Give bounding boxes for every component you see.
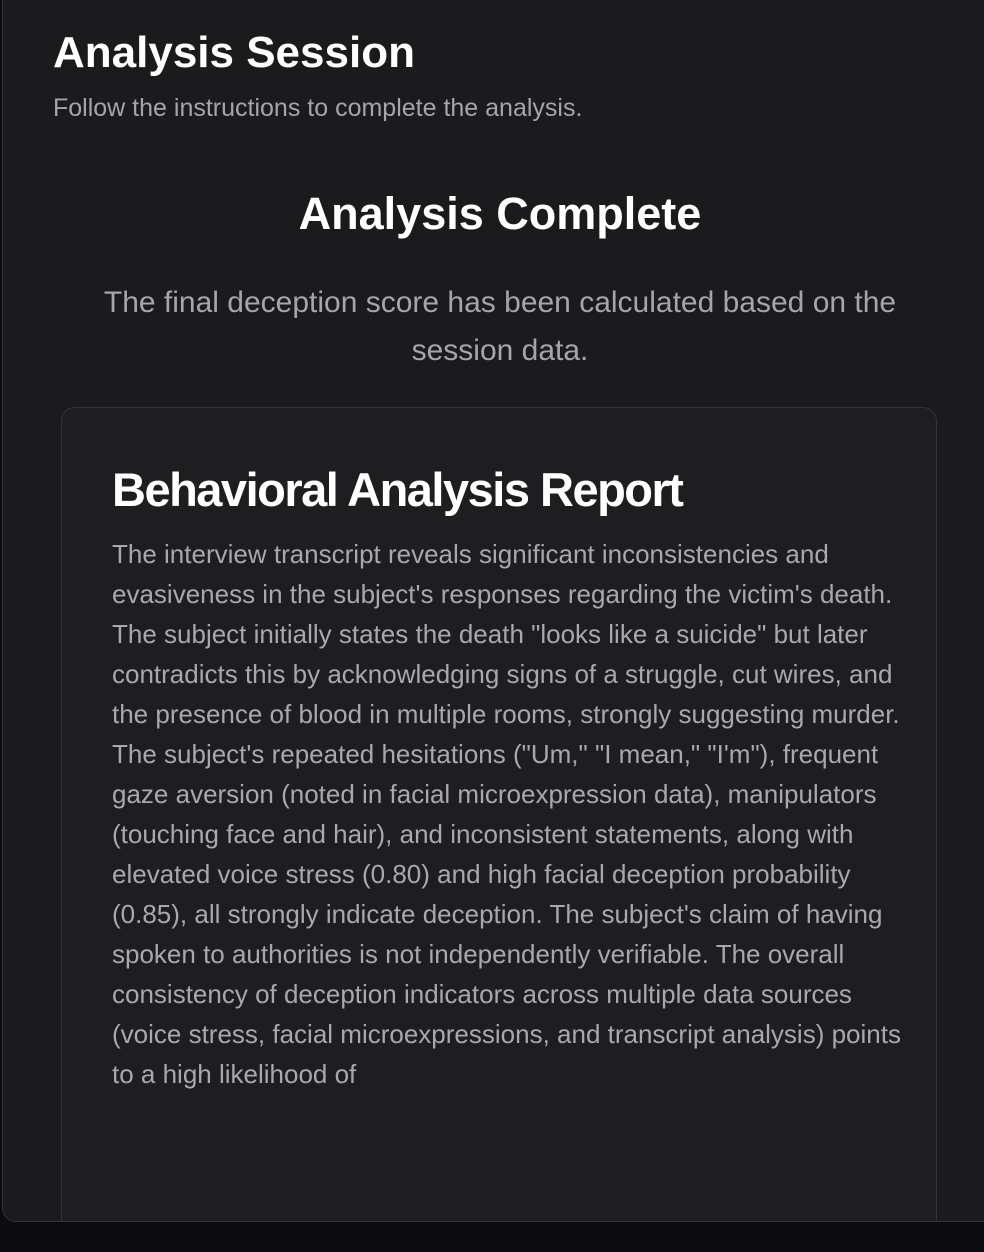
page-subtitle: Follow the instructions to complete the analysis. <box>53 94 583 122</box>
analysis-complete-heading: Analysis Complete <box>298 188 702 239</box>
report-body: The interview transcript reveals significant inconsistencies and evasiveness in the subject's responses regarding the victim's death. The subject initially states the death "looks like a suicide" but later contradicts this by acknowledging signs of a struggle, cut wires, and the presence of blood in multiple rooms, strongly suggesting murder. The subject's repeated hesitations ("Um," "I mean," "I'm"), frequent gaze aversion (noted in facial microexpression data), manipulators (touching face and hair), and inconsistent statements, along with elevated voice stress (0.80) and high facial deception probability (0.85), all strongly indicate deception. The subject's claim of having spoken to authorities is not independently verifiable. The overall consistency of deception indicators across multiple data sources (voice stress, facial microexpressions, and transcript analysis) points to a high likelihood of <box>112 539 901 1089</box>
analysis-session-card <box>2 0 984 1222</box>
page-title: Analysis Session <box>53 28 415 77</box>
report-title: Behavioral Analysis Report <box>112 463 683 516</box>
analysis-complete-description: The final deception score has been calculated based on the session data. <box>103 286 897 367</box>
report-scroll-area[interactable] <box>62 408 936 1175</box>
behavioral-report-panel[interactable] <box>61 407 937 1222</box>
